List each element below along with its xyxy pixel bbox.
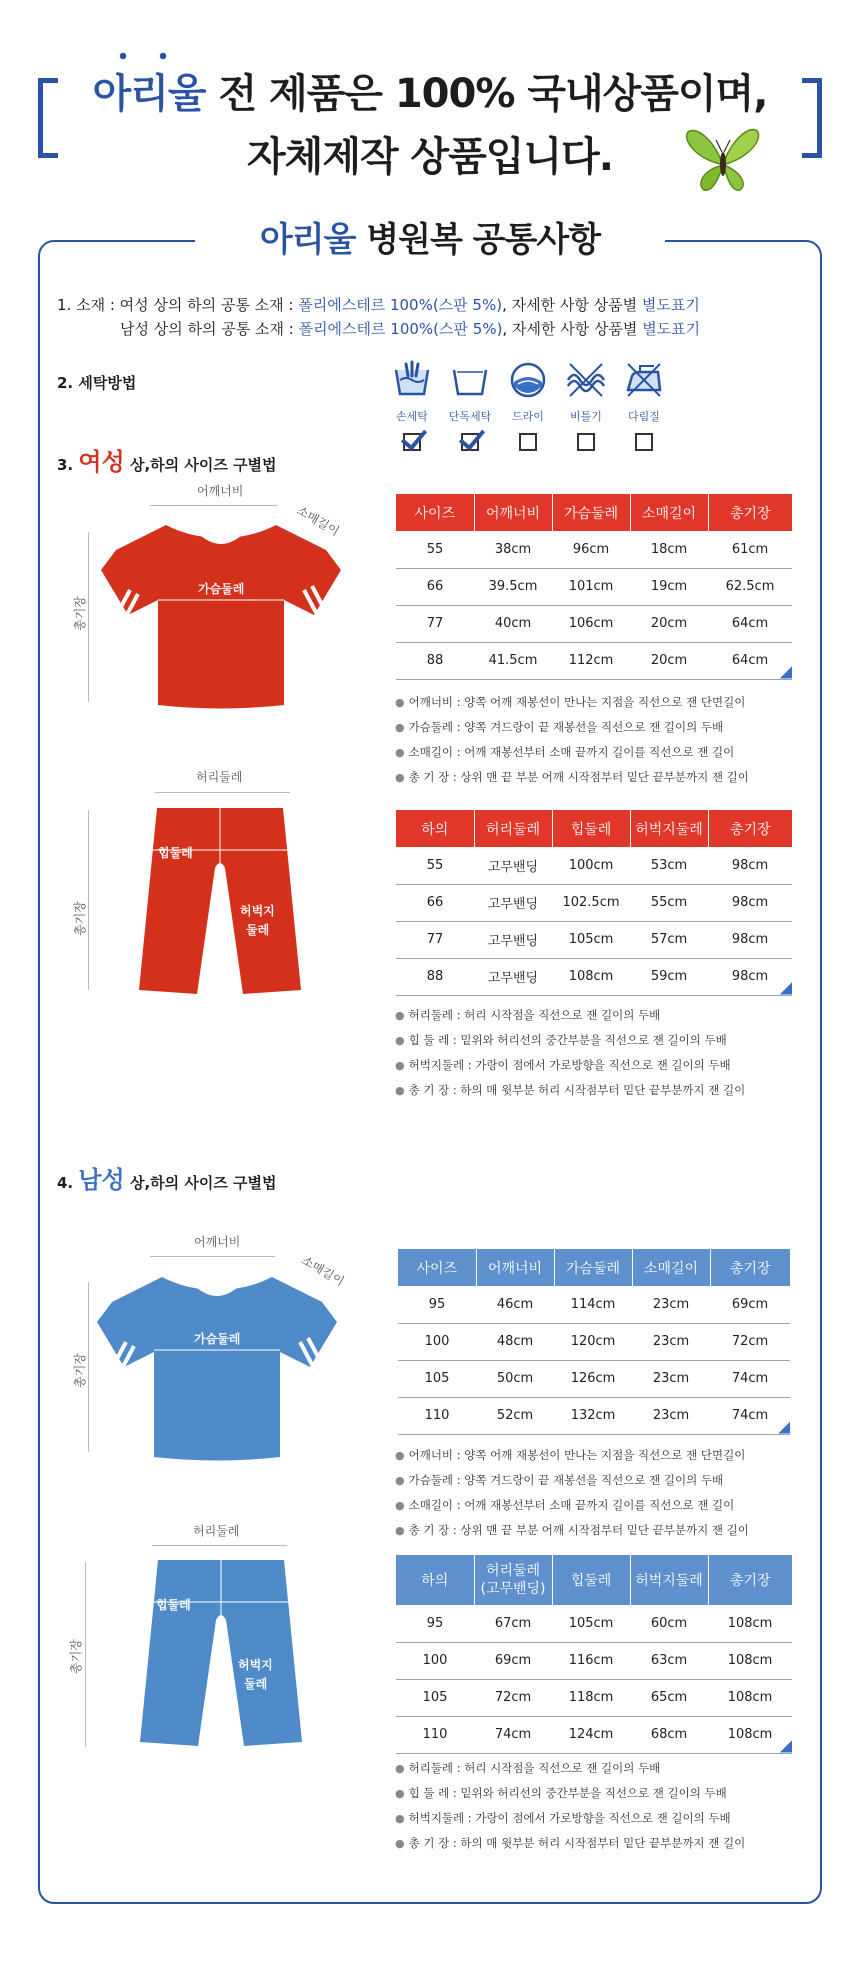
washing-label: 2. 세탁방법 — [57, 374, 137, 392]
table-header-row — [396, 1555, 792, 1605]
table-cell: 38cm — [474, 531, 552, 568]
table-cell: 67cm — [474, 1605, 552, 1642]
dry-clean-icon — [506, 360, 550, 400]
material-women-line: 1. 소재 : 여성 상의 하의 공통 소재 : 폴리에스테르 100%(스판 5%), 자세한 사항 상품별 별도표기 — [57, 296, 700, 314]
table-header-cell: 어깨너비 — [476, 1249, 554, 1286]
table-row — [396, 568, 792, 605]
table-row — [398, 1323, 790, 1360]
table-header-cell: 힙둘레 — [552, 1555, 630, 1605]
table-cell: 77 — [396, 605, 474, 642]
table-cell: 102.5cm — [552, 884, 630, 921]
table-cell: 95 — [398, 1286, 476, 1323]
table-row — [396, 531, 792, 568]
waist-label: 허리둘레 — [196, 770, 243, 784]
wash-checkbox[interactable] — [635, 433, 653, 451]
men-bottom-notes — [395, 1756, 745, 1856]
wash-label: 손세탁 — [396, 410, 428, 423]
length-line — [85, 1562, 86, 1747]
wash-item-tub — [443, 360, 497, 451]
note-item: ● 소매길이 : 어깨 재봉선부터 소매 끝까지 길이를 직선으로 잰 길이 — [395, 740, 749, 765]
table-cell: 124cm — [552, 1716, 630, 1753]
table-cell: 40cm — [474, 605, 552, 642]
table-cell: 53cm — [630, 847, 708, 884]
table-cell: 108cm — [552, 958, 630, 995]
table-cell: 60cm — [630, 1605, 708, 1642]
table-header-row — [396, 494, 792, 531]
no-wring-icon — [564, 360, 608, 400]
table-cell: 62.5cm — [708, 568, 792, 605]
table-cell: 고무밴딩 — [474, 847, 552, 884]
table-row — [396, 884, 792, 921]
table-cell: 23cm — [632, 1397, 710, 1434]
table-header-cell: 허벅지둘레 — [630, 810, 708, 847]
table-cell: 64cm — [708, 642, 792, 679]
table-cell: 106cm — [552, 605, 630, 642]
table-row — [398, 1397, 790, 1434]
table-header-cell: 허리둘레 — [474, 810, 552, 847]
note-item: ● 총 기 장 : 상위 맨 끝 부분 어깨 시작점부터 밑단 끝부분까지 잰 길이 — [395, 765, 749, 790]
table-header-cell: 총기장 — [708, 1555, 792, 1605]
women-top-table — [396, 494, 792, 680]
table-header-cell: 허리둘레 (고무밴딩) — [474, 1555, 552, 1605]
table-row — [396, 642, 792, 679]
table-cell: 48cm — [476, 1323, 554, 1360]
table-cell: 69cm — [710, 1286, 790, 1323]
table-cell: 116cm — [552, 1642, 630, 1679]
wash-checkbox[interactable] — [519, 433, 537, 451]
table-row — [396, 921, 792, 958]
length-line — [88, 810, 89, 990]
table-cell: 100 — [398, 1323, 476, 1360]
butterfly-icon — [682, 118, 762, 198]
table-cell: 105 — [398, 1360, 476, 1397]
chest-label: 가슴둘레 — [194, 1332, 241, 1346]
table-cell: 23cm — [632, 1323, 710, 1360]
table-cell: 88 — [396, 642, 474, 679]
women-top-figure — [96, 520, 346, 715]
note-item: ● 허리둘레 : 허리 시작점을 직선으로 잰 길이의 두배 — [395, 1756, 745, 1781]
headline-line-1: 아리울 전 제품은 100% 국내상품이며, — [0, 62, 860, 119]
box-title-wrap — [195, 214, 665, 266]
table-header-cell: 가슴둘레 — [554, 1249, 632, 1286]
women-pants-figure — [135, 808, 305, 998]
wash-item-iron — [617, 360, 671, 451]
table-cell: 72cm — [474, 1679, 552, 1716]
table-cell: 74cm — [710, 1397, 790, 1434]
table-header-cell: 총기장 — [708, 494, 792, 531]
note-item: ● 총 기 장 : 하의 매 윗부분 허리 시작점부터 밑단 끝부분까지 잰 길이 — [395, 1831, 745, 1856]
table-cell: 72cm — [710, 1323, 790, 1360]
table-cell: 고무밴딩 — [474, 921, 552, 958]
length-line — [88, 532, 89, 702]
table-cell: 110 — [396, 1716, 474, 1753]
table-cell: 23cm — [632, 1360, 710, 1397]
women-section-title: 3. 여성 상,하의 사이즈 구별법 — [57, 448, 277, 476]
thigh-label-2: 둘레 — [244, 1677, 268, 1691]
note-item: ● 어깨너비 : 양쪽 어깨 재봉선이 만나는 지점을 직선으로 잰 단면길이 — [395, 690, 749, 715]
wash-item-dry — [501, 360, 555, 451]
table-row — [396, 847, 792, 884]
box-title: 아리울 병원복 공통사항 — [259, 220, 601, 260]
note-item: ● 총 기 장 : 상위 맨 끝 부분 어깨 시작점부터 밑단 끝부분까지 잰 길이 — [395, 1518, 749, 1543]
table-cell: 55 — [396, 531, 474, 568]
thigh-label-1: 허벅지 — [238, 1658, 273, 1672]
women-top-notes — [395, 690, 749, 790]
wash-item-wring — [559, 360, 613, 451]
note-item: ● 가슴둘레 : 양쪽 겨드랑이 끝 재봉선을 직선으로 잰 길이의 두배 — [395, 1468, 749, 1493]
wash-label: 다림질 — [628, 410, 660, 423]
table-cell: 110 — [398, 1397, 476, 1434]
header-banner — [0, 0, 860, 200]
table-cell: 74cm — [710, 1360, 790, 1397]
waist-line — [155, 792, 290, 793]
table-cell: 52cm — [476, 1397, 554, 1434]
table-cell: 108cm — [708, 1642, 792, 1679]
table-cell: 112cm — [552, 642, 630, 679]
table-cell: 105cm — [552, 921, 630, 958]
hand-wash-icon — [390, 360, 434, 400]
note-item: ● 허벅지둘레 : 가랑이 점에서 가로방향을 직선으로 잰 길이의 두배 — [395, 1053, 745, 1078]
table-cell: 69cm — [474, 1642, 552, 1679]
table-cell: 20cm — [630, 605, 708, 642]
hip-label: 힙둘레 — [156, 1598, 191, 1612]
note-item: ● 허리둘레 : 허리 시작점을 직선으로 잰 길이의 두배 — [395, 1003, 745, 1028]
note-item: ● 힙 둘 레 : 밑위와 허리선의 중간부분을 직선으로 잰 길이의 두배 — [395, 1028, 745, 1053]
table-row — [396, 605, 792, 642]
table-row — [396, 1716, 792, 1753]
table-cell: 57cm — [630, 921, 708, 958]
note-item: ● 가슴둘레 : 양쪽 겨드랑이 끝 재봉선을 직선으로 잰 길이의 두배 — [395, 715, 749, 740]
table-header-cell: 하의 — [396, 1555, 474, 1605]
table-cell: 96cm — [552, 531, 630, 568]
table-cell: 120cm — [554, 1323, 632, 1360]
shoulder-label: 어깨너비 — [197, 484, 244, 498]
table-header-cell: 허벅지둘레 — [630, 1555, 708, 1605]
men-pants-figure — [136, 1560, 306, 1750]
table-header-cell: 사이즈 — [396, 494, 474, 531]
table-cell: 23cm — [632, 1286, 710, 1323]
women-bottom-table — [396, 810, 792, 996]
table-cell: 55 — [396, 847, 474, 884]
table-cell: 20cm — [630, 642, 708, 679]
table-cell: 98cm — [708, 847, 792, 884]
wash-checkbox[interactable] — [577, 433, 595, 451]
chest-label: 가슴둘레 — [198, 582, 245, 596]
table-header-cell: 사이즈 — [398, 1249, 476, 1286]
table-cell: 41.5cm — [474, 642, 552, 679]
length-line — [88, 1282, 89, 1452]
wash-tub-icon — [448, 360, 492, 400]
table-row — [396, 958, 792, 995]
sleeve-label: 소매길이 — [294, 503, 342, 539]
table-cell: 55cm — [630, 884, 708, 921]
table-header-row — [398, 1249, 790, 1286]
table-cell: 108cm — [708, 1716, 792, 1753]
shoulder-line — [150, 1256, 275, 1257]
men-section-title: 4. 남성 상,하의 사이즈 구별법 — [57, 1166, 277, 1194]
table-header-cell: 가슴둘레 — [552, 494, 630, 531]
waist-line — [152, 1545, 287, 1546]
table-cell: 126cm — [554, 1360, 632, 1397]
table-row — [398, 1286, 790, 1323]
table-cell: 59cm — [630, 958, 708, 995]
table-cell: 고무밴딩 — [474, 884, 552, 921]
table-cell: 105cm — [552, 1605, 630, 1642]
table-cell: 66 — [396, 884, 474, 921]
table-header-cell: 총기장 — [708, 810, 792, 847]
note-item: ● 어깨너비 : 양쪽 어깨 재봉선이 만나는 지점을 직선으로 잰 단면길이 — [395, 1443, 749, 1468]
table-header-cell: 소매길이 — [630, 494, 708, 531]
shoulder-line — [150, 505, 278, 506]
note-item: ● 힙 둘 레 : 밑위와 허리선의 중간부분을 직선으로 잰 길이의 두배 — [395, 1781, 745, 1806]
length-label: 총기장 — [72, 596, 87, 631]
wash-checkbox[interactable] — [403, 433, 421, 451]
table-header-cell: 하의 — [396, 810, 474, 847]
table-cell: 61cm — [708, 531, 792, 568]
table-header-cell: 힙둘레 — [552, 810, 630, 847]
table-cell: 132cm — [554, 1397, 632, 1434]
men-top-table — [398, 1249, 790, 1435]
table-header-cell: 소매길이 — [632, 1249, 710, 1286]
table-cell: 101cm — [552, 568, 630, 605]
table-cell: 108cm — [708, 1605, 792, 1642]
table-cell: 114cm — [554, 1286, 632, 1323]
table-cell: 46cm — [476, 1286, 554, 1323]
table-row — [398, 1360, 790, 1397]
table-header-row — [396, 810, 792, 847]
hip-label: 힙둘레 — [158, 846, 193, 860]
no-iron-icon — [622, 360, 666, 400]
table-row — [396, 1642, 792, 1679]
table-cell: 50cm — [476, 1360, 554, 1397]
table-cell: 108cm — [708, 1679, 792, 1716]
table-cell: 98cm — [708, 921, 792, 958]
wash-item-hand — [385, 360, 439, 451]
note-item: ● 허벅지둘레 : 가랑이 점에서 가로방향을 직선으로 잰 길이의 두배 — [395, 1806, 745, 1831]
table-cell: 고무밴딩 — [474, 958, 552, 995]
table-cell: 77 — [396, 921, 474, 958]
wash-label: 단독세탁 — [448, 410, 492, 423]
wash-label: 비틀기 — [570, 410, 602, 423]
brand-name: 아리울 — [93, 62, 206, 119]
thigh-label-2: 둘레 — [246, 923, 270, 937]
table-cell: 98cm — [708, 884, 792, 921]
men-top-notes — [395, 1443, 749, 1543]
table-header-cell: 어깨너비 — [474, 494, 552, 531]
shoulder-label: 어깨너비 — [194, 1235, 241, 1249]
table-row — [396, 1605, 792, 1642]
table-cell: 39.5cm — [474, 568, 552, 605]
table-cell: 74cm — [474, 1716, 552, 1753]
men-bottom-table — [396, 1555, 792, 1754]
men-top-figure — [92, 1272, 342, 1467]
thigh-label-1: 허벅지 — [240, 904, 275, 918]
table-cell: 118cm — [552, 1679, 630, 1716]
table-cell: 68cm — [630, 1716, 708, 1753]
table-cell: 88 — [396, 958, 474, 995]
table-cell: 64cm — [708, 605, 792, 642]
table-cell: 19cm — [630, 568, 708, 605]
wash-checkbox[interactable] — [461, 433, 479, 451]
table-cell: 98cm — [708, 958, 792, 995]
table-header-cell: 총기장 — [710, 1249, 790, 1286]
note-item: ● 총 기 장 : 하의 매 윗부분 허리 시작점부터 밑단 끝부분까지 잰 길이 — [395, 1078, 745, 1103]
table-cell: 105 — [396, 1679, 474, 1716]
table-cell: 63cm — [630, 1642, 708, 1679]
table-cell: 100cm — [552, 847, 630, 884]
sleeve-label: 소매길이 — [299, 1253, 347, 1289]
length-label: 총기장 — [72, 901, 87, 936]
waist-label: 허리둘레 — [193, 1524, 240, 1538]
table-cell: 18cm — [630, 531, 708, 568]
table-row — [396, 1679, 792, 1716]
headline-line-2: 자체제작 상품입니다. — [247, 134, 613, 180]
wash-label: 드라이 — [512, 410, 544, 423]
length-label: 총기장 — [68, 1639, 83, 1674]
women-bottom-notes — [395, 1003, 745, 1103]
table-cell: 100 — [396, 1642, 474, 1679]
table-cell: 95 — [396, 1605, 474, 1642]
table-cell: 66 — [396, 568, 474, 605]
table-cell: 65cm — [630, 1679, 708, 1716]
note-item: ● 소매길이 : 어깨 재봉선부터 소매 끝까지 길이를 직선으로 잰 길이 — [395, 1493, 749, 1518]
length-label: 총기장 — [72, 1353, 87, 1388]
material-men-line: 남성 상의 하의 공통 소재 : 폴리에스테르 100%(스판 5%), 자세한 사항 상품별 별도표기 — [120, 320, 701, 338]
